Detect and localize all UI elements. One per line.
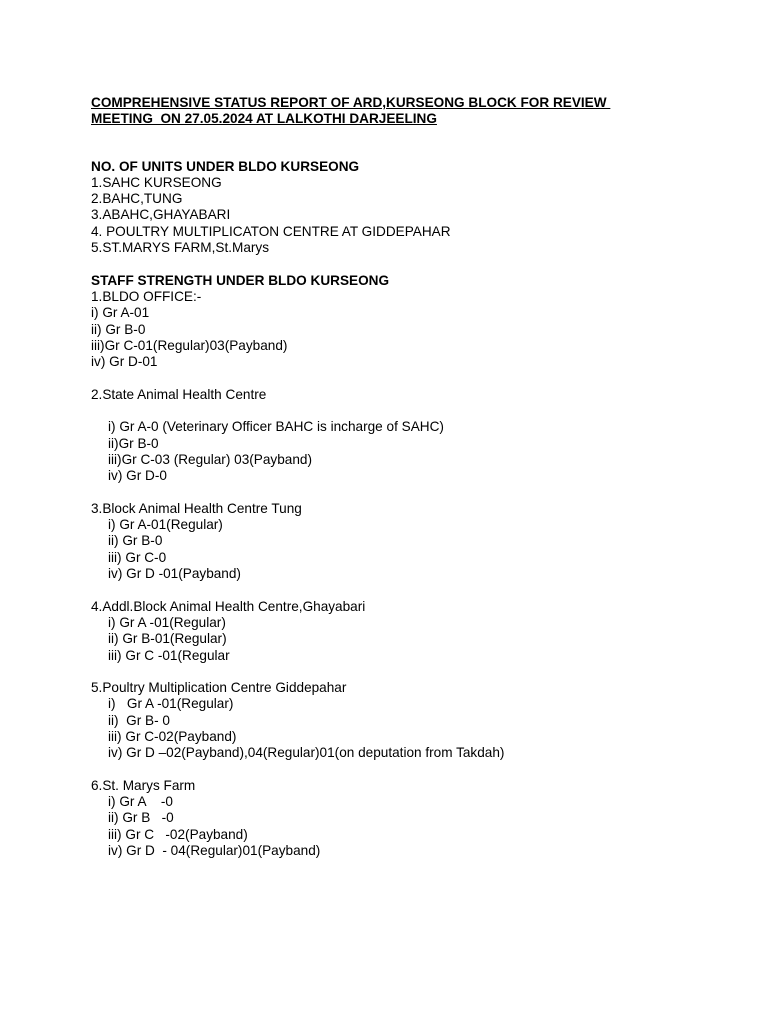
staff-item: iii) Gr C-0: [108, 549, 167, 565]
staff-item: iv) Gr D -01(Payband): [108, 566, 241, 582]
staff-item: iii) Gr C -01(Regular: [108, 647, 230, 663]
document-page: [91, 95, 731, 859]
unit-item: 5.ST.MARYS FARM,St.Marys: [91, 240, 270, 256]
unit-item: 4. POULTRY MULTIPLICATON CENTRE AT GIDDEPAHAR: [91, 223, 451, 239]
unit-item: 3.ABAHC,GHAYABARI: [91, 207, 231, 223]
staff-item: i) Gr A-01(Regular): [108, 517, 223, 533]
staff-item: i) Gr A -0: [108, 794, 173, 810]
units-heading: NO. OF UNITS UNDER BLDO KURSEONG: [91, 158, 360, 174]
section-title-sahc: 2.State Animal Health Centre: [91, 386, 267, 402]
section-title-bahc: 3.Block Animal Health Centre Tung: [91, 500, 302, 516]
staff-item: iv) Gr D - 04(Regular)01(Payband): [108, 843, 321, 859]
section-title-farm: 6.St. Marys Farm: [91, 777, 196, 793]
staff-item: ii) Gr B-0: [91, 321, 146, 337]
staff-item: iii)Gr C-01(Regular)03(Payband): [91, 337, 288, 353]
staff-item: iii) Gr C -02(Payband): [108, 826, 248, 842]
staff-item: ii) Gr B-01(Regular): [108, 631, 227, 647]
section-title-bldo-office: 1.BLDO OFFICE:-: [91, 288, 202, 304]
staff-item: iii) Gr C-02(Payband): [108, 728, 237, 744]
staff-heading: STAFF STRENGTH UNDER BLDO KURSEONG: [91, 272, 390, 288]
section-title-pmc: 5.Poultry Multiplication Centre Giddepahar: [91, 680, 347, 696]
staff-item: iv) Gr D-01: [91, 354, 158, 370]
staff-item: iii)Gr C-03 (Regular) 03(Payband): [108, 451, 312, 467]
staff-item: i) Gr A -01(Regular): [108, 696, 234, 712]
staff-item: ii) Gr B -0: [108, 810, 174, 826]
unit-item: 1.SAHC KURSEONG: [91, 174, 222, 190]
report-title-line-1: COMPREHENSIVE STATUS REPORT OF ARD,KURSEONG BLOCK FOR REVIEW: [91, 95, 611, 110]
staff-item: ii) Gr B- 0: [108, 712, 170, 728]
staff-item: i) Gr A-0 (Veterinary Officer BAHC is incharge of SAHC): [108, 419, 444, 435]
staff-item: i) Gr A -01(Regular): [108, 614, 226, 630]
report-title-line-2: MEETING ON 27.05.2024 AT LALKOTHI DARJEELING: [91, 111, 437, 127]
staff-item: ii) Gr B-0: [108, 533, 163, 549]
staff-item: ii)Gr B-0: [108, 435, 159, 451]
section-title-abahc: 4.Addl.Block Animal Health Centre,Ghayabari: [91, 598, 366, 614]
staff-item: i) Gr A-01: [91, 305, 150, 321]
unit-item: 2.BAHC,TUNG: [91, 191, 183, 207]
staff-item: iv) Gr D-0: [108, 468, 167, 484]
staff-item: iv) Gr D –02(Payband),04(Regular)01(on deputation from Takdah): [108, 745, 505, 761]
